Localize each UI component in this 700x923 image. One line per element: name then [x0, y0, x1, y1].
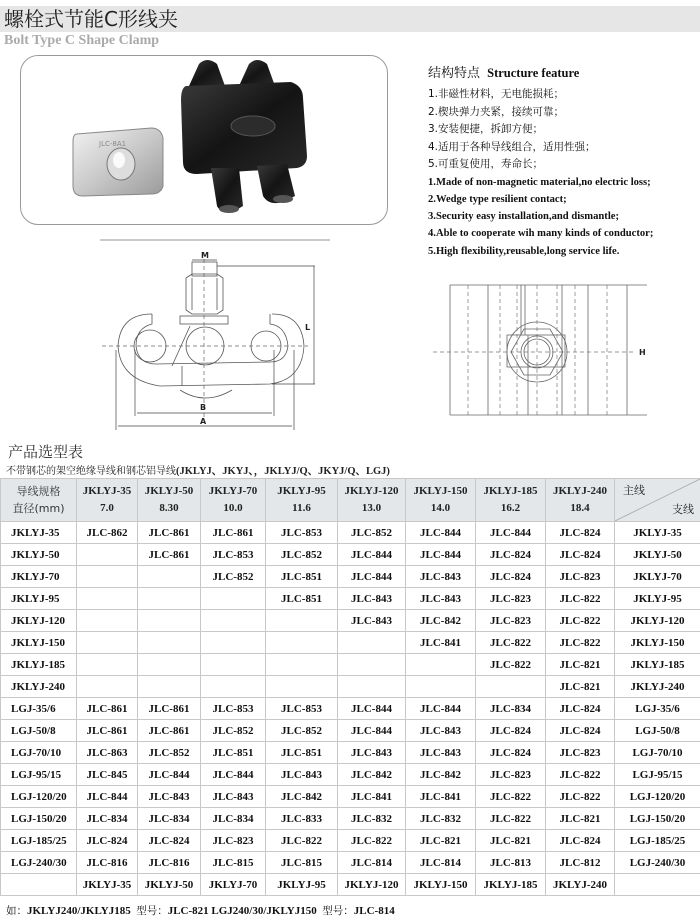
table-cell [77, 544, 138, 566]
column-name: JKLYJ-95 [277, 485, 326, 497]
table-cell: JLC-861 [138, 544, 201, 566]
table-cell: JLC-824 [546, 720, 615, 742]
table-cell: JLC-823 [476, 764, 546, 786]
table-cell [138, 654, 201, 676]
column-name: JKLYJ-50 [144, 485, 194, 497]
table-cell: JLC-814 [338, 852, 406, 874]
table-cell: JLC-844 [338, 544, 406, 566]
row-header: LGJ-70/10 [1, 742, 77, 764]
table-cell: JLC-813 [476, 852, 546, 874]
table-cell: JLC-822 [546, 632, 615, 654]
table-cell: JLC-824 [546, 544, 615, 566]
table-cell: JLC-841 [338, 786, 406, 808]
table-row [1, 764, 700, 786]
table-cell: JLC-853 [266, 522, 338, 544]
note-model-2: JLC-814 [353, 905, 395, 917]
table-row [1, 830, 700, 852]
page-subtitle: Bolt Type C Shape Clamp [4, 33, 160, 48]
row-header-right: JKLYJ-50 [615, 544, 700, 566]
table-cell: JLC-853 [266, 698, 338, 720]
column-name: JKLYJ-185 [483, 485, 538, 497]
table-cell: JLC-822 [546, 786, 615, 808]
table-cell: JLC-832 [338, 808, 406, 830]
table-cell [266, 654, 338, 676]
column-diameter: 13.0 [361, 502, 382, 514]
table-cell [77, 632, 138, 654]
table-cell: JLC-815 [266, 852, 338, 874]
footer-cell: JKLYJ-70 [201, 874, 266, 896]
table-cell: JLC-822 [546, 764, 615, 786]
table-cell: JLC-843 [138, 786, 201, 808]
table-cell: JLC-816 [77, 852, 138, 874]
table-cell: JLC-812 [546, 852, 615, 874]
column-name: JKLYJ-70 [208, 485, 258, 497]
feature-item-cn: 1.非磁性材料，无电能损耗； [428, 88, 565, 100]
table-cell: JLC-863 [77, 742, 138, 764]
table-cell: JLC-843 [201, 786, 266, 808]
table-cell: JLC-832 [406, 808, 476, 830]
row-header: JKLYJ-120 [1, 610, 77, 632]
table-cell: JLC-823 [546, 742, 615, 764]
table-row [1, 544, 700, 566]
table-cell [338, 632, 406, 654]
feature-item-en: 3.Security easy installation,and dismantle; [428, 211, 619, 223]
table-cell: JLC-844 [338, 566, 406, 588]
table-cell: JLC-834 [138, 808, 201, 830]
table-cell [77, 610, 138, 632]
feature-item-en: 4.Able to cooperate wih many kinds of conductor; [428, 228, 654, 240]
table-cell: JLC-821 [546, 808, 615, 830]
column-diameter: 8.30 [159, 502, 179, 514]
note-model-1: JLC-821 LGJ240/30/JKLYJ150 [167, 905, 317, 917]
table-cell: JLC-834 [201, 808, 266, 830]
table-cell [266, 632, 338, 654]
footer-cell: JKLYJ-35 [77, 874, 138, 896]
table-cell: JLC-843 [338, 588, 406, 610]
note-example-1: JKLYJ240/JKLYJ185 [27, 905, 131, 917]
table-cell: JLC-861 [138, 720, 201, 742]
table-row [1, 676, 700, 698]
row-header-right: LGJ-240/30 [615, 852, 700, 874]
subtitle-cn: 不带钢芯的架空绝缘导线和钢芯铝导线 [6, 466, 176, 477]
features-heading [428, 62, 700, 81]
table-cell: JLC-822 [338, 830, 406, 852]
dimension-label-h: H [639, 348, 646, 357]
table-cell: JLC-844 [338, 720, 406, 742]
row-header: JKLYJ-150 [1, 632, 77, 654]
table-cell: JLC-861 [138, 698, 201, 720]
table-row [1, 588, 700, 610]
row-header: LGJ-120/20 [1, 786, 77, 808]
row-header-right: LGJ-120/20 [615, 786, 700, 808]
table-cell: JLC-834 [77, 808, 138, 830]
diagonal-header [615, 479, 700, 522]
page-title: 螺栓式节能C形线夹 [4, 7, 178, 31]
table-cell: JLC-834 [476, 698, 546, 720]
corner-header [1, 479, 77, 522]
column-diameter: 7.0 [100, 502, 114, 514]
column-diameter: 14.0 [430, 502, 451, 514]
note-model-label-1: 型号： [136, 905, 168, 917]
column-header [338, 479, 406, 522]
row-header: JKLYJ-95 [1, 588, 77, 610]
feature-item-cn: 2.楔块弹力夹紧，接续可靠； [428, 105, 565, 118]
column-header [77, 479, 138, 522]
table-cell: JLC-822 [546, 588, 615, 610]
table-cell: JLC-823 [476, 610, 546, 632]
table-cell: JLC-841 [406, 632, 476, 654]
table-cell: JLC-842 [266, 786, 338, 808]
table-cell: JLC-824 [546, 830, 615, 852]
table-cell: JLC-823 [201, 830, 266, 852]
table-cell: JLC-821 [406, 830, 476, 852]
table-cell: JLC-821 [546, 654, 615, 676]
dimension-label-l: L [305, 323, 311, 332]
dimension-label-b: B [200, 403, 207, 412]
table-cell: JLC-861 [77, 698, 138, 720]
table-row [1, 852, 700, 874]
table-cell: JLC-851 [266, 588, 338, 610]
table-cell [77, 588, 138, 610]
row-header-right: JKLYJ-240 [615, 676, 700, 698]
table-cell: JLC-844 [138, 764, 201, 786]
selection-table [0, 478, 700, 896]
table-cell [266, 676, 338, 698]
table-cell: JLC-821 [476, 830, 546, 852]
table-cell: JLC-823 [476, 588, 546, 610]
insulating-cover-image [181, 60, 307, 213]
row-header-right: JKLYJ-95 [615, 588, 700, 610]
table-cell [201, 654, 266, 676]
row-header-right: LGJ-150/20 [615, 808, 700, 830]
column-header [266, 479, 338, 522]
table-cell [201, 610, 266, 632]
dimension-label-a: A [200, 417, 207, 426]
row-header-right: JKLYJ-185 [615, 654, 700, 676]
table-row [1, 742, 700, 764]
table-cell: JLC-862 [77, 522, 138, 544]
column-header [201, 479, 266, 522]
column-header [406, 479, 476, 522]
table-cell: JLC-852 [201, 720, 266, 742]
table-row [1, 566, 700, 588]
empty-cell [615, 874, 700, 896]
table-cell: JLC-844 [476, 522, 546, 544]
note-prefix: 如： [6, 905, 27, 917]
row-header: LGJ-150/20 [1, 808, 77, 830]
note-model-label-2: 型号： [322, 905, 354, 917]
table-cell: JLC-861 [77, 720, 138, 742]
table-row [1, 632, 700, 654]
corner-header-diameter: 直径(mm) [12, 502, 65, 515]
table-cell: JLC-844 [201, 764, 266, 786]
table-cell: JLC-861 [138, 522, 201, 544]
table-row [1, 610, 700, 632]
table-cell: JLC-823 [546, 566, 615, 588]
table-cell [406, 654, 476, 676]
features-heading-cn: 结构特点 [428, 66, 481, 81]
row-header-right: JKLYJ-35 [615, 522, 700, 544]
row-header: JKLYJ-240 [1, 676, 77, 698]
row-header: LGJ-185/25 [1, 830, 77, 852]
row-header-right: JKLYJ-150 [615, 632, 700, 654]
table-cell: JLC-842 [406, 764, 476, 786]
row-header-right: JKLYJ-70 [615, 566, 700, 588]
table-row [1, 786, 700, 808]
table-cell: JLC-852 [338, 522, 406, 544]
table-cell: JLC-852 [266, 544, 338, 566]
table-cell: JLC-843 [338, 610, 406, 632]
table-cell: JLC-851 [266, 742, 338, 764]
front-view-drawing [100, 238, 330, 433]
row-header: LGJ-240/30 [1, 852, 77, 874]
row-header-right: LGJ-50/8 [615, 720, 700, 742]
column-diameter: 16.2 [500, 502, 521, 514]
table-cell [266, 610, 338, 632]
table-cell: JLC-822 [546, 610, 615, 632]
table-cell: JLC-852 [138, 742, 201, 764]
table-header-row [1, 479, 700, 522]
table-cell: JLC-844 [406, 544, 476, 566]
feature-item-cn: 5.可重复使用，寿命长； [428, 158, 544, 170]
column-header [138, 479, 201, 522]
table-cell: JLC-822 [476, 632, 546, 654]
table-cell: JLC-815 [201, 852, 266, 874]
table-cell [138, 610, 201, 632]
table-cell [338, 654, 406, 676]
table-cell: JLC-824 [476, 566, 546, 588]
table-cell: JLC-824 [476, 720, 546, 742]
selection-table-title: 产品选型表 [8, 443, 84, 461]
column-diameter: 10.0 [223, 502, 243, 514]
column-diameter: 18.4 [570, 502, 590, 514]
footer-cell: JKLYJ-95 [266, 874, 338, 896]
row-header: LGJ-35/6 [1, 698, 77, 720]
aluminium-wedge-image [73, 128, 163, 196]
feature-item-cn: 3.安装便捷，拆卸方便； [428, 123, 544, 135]
row-header: JKLYJ-70 [1, 566, 77, 588]
subtitle-codes: (JKLYJ、JKYJ、，JKLYJ/Q、JKYJ/Q、LGJ) [176, 466, 390, 477]
row-header-right: JKLYJ-120 [615, 610, 700, 632]
table-cell [138, 632, 201, 654]
row-header: JKLYJ-50 [1, 544, 77, 566]
table-cell: JLC-824 [546, 698, 615, 720]
column-header [546, 479, 615, 522]
table-cell [338, 676, 406, 698]
structure-features [428, 62, 700, 260]
features-heading-en: Structure feature [487, 66, 580, 80]
table-row [1, 522, 700, 544]
table-cell: JLC-844 [406, 522, 476, 544]
empty-cell [1, 874, 77, 896]
table-cell: JLC-822 [476, 808, 546, 830]
feature-item-en: 5.High flexibility,reusable,long service life. [428, 245, 620, 257]
table-cell [77, 654, 138, 676]
table-cell [201, 632, 266, 654]
table-cell [138, 588, 201, 610]
table-cell [138, 566, 201, 588]
table-cell: JLC-851 [266, 566, 338, 588]
clamp-marking: JLC-8A1 [99, 140, 127, 148]
table-footer-row [1, 874, 700, 896]
branch-line-label: 支线 [672, 503, 694, 516]
table-cell: JLC-844 [338, 698, 406, 720]
main-line-label: 主线 [623, 484, 645, 497]
table-cell: JLC-824 [476, 742, 546, 764]
column-header [476, 479, 546, 522]
table-cell: JLC-824 [138, 830, 201, 852]
table-cell: JLC-841 [406, 786, 476, 808]
table-cell [476, 676, 546, 698]
table-row [1, 654, 700, 676]
row-header: JKLYJ-35 [1, 522, 77, 544]
column-diameter: 11.6 [292, 502, 311, 514]
table-cell [138, 676, 201, 698]
table-cell: JLC-816 [138, 852, 201, 874]
product-photo-frame [20, 55, 388, 225]
table-cell: JLC-843 [266, 764, 338, 786]
table-cell: JLC-833 [266, 808, 338, 830]
footer-cell: JKLYJ-50 [138, 874, 201, 896]
table-cell: JLC-845 [77, 764, 138, 786]
table-cell: JLC-821 [546, 676, 615, 698]
table-cell: JLC-843 [406, 720, 476, 742]
table-cell: JLC-843 [338, 742, 406, 764]
footer-cell: JKLYJ-240 [546, 874, 615, 896]
table-row [1, 698, 700, 720]
table-cell: JLC-853 [201, 698, 266, 720]
table-cell [77, 566, 138, 588]
footer-cell: JKLYJ-185 [476, 874, 546, 896]
table-cell: JLC-853 [201, 544, 266, 566]
table-row [1, 720, 700, 742]
table-cell: JLC-852 [266, 720, 338, 742]
feature-item-en: 1.Made of non-magnetic material,no electric loss; [428, 176, 651, 188]
table-cell [77, 676, 138, 698]
table-cell: JLC-822 [266, 830, 338, 852]
table-cell: JLC-852 [201, 566, 266, 588]
footer-cell: JKLYJ-120 [338, 874, 406, 896]
corner-header-spec: 导线规格 [16, 485, 61, 498]
table-cell: JLC-814 [406, 852, 476, 874]
row-header-right: LGJ-70/10 [615, 742, 700, 764]
table-cell: JLC-851 [201, 742, 266, 764]
table-cell: JLC-824 [77, 830, 138, 852]
row-header: LGJ-95/15 [1, 764, 77, 786]
row-header: LGJ-50/8 [1, 720, 77, 742]
feature-item-en: 2.Wedge type resilient contact; [428, 193, 567, 205]
row-header-right: LGJ-95/15 [615, 764, 700, 786]
example-note [6, 903, 395, 918]
table-cell: JLC-822 [476, 654, 546, 676]
feature-item-cn: 4.适用于各种导线组合，适用性强； [428, 140, 596, 153]
top-view-drawing [425, 275, 660, 425]
table-cell: JLC-842 [338, 764, 406, 786]
row-header-right: LGJ-35/6 [615, 698, 700, 720]
table-cell [201, 588, 266, 610]
column-name: JKLYJ-240 [553, 485, 607, 497]
table-cell: JLC-861 [201, 522, 266, 544]
product-photo [21, 56, 387, 224]
row-header-right: LGJ-185/25 [615, 830, 700, 852]
table-row [1, 808, 700, 830]
dimension-label-m: M [201, 251, 209, 260]
table-cell: JLC-842 [406, 610, 476, 632]
table-cell: JLC-843 [406, 742, 476, 764]
table-cell: JLC-824 [476, 544, 546, 566]
column-name: JKLYJ-120 [344, 485, 399, 497]
table-cell: JLC-844 [406, 698, 476, 720]
table-cell: JLC-822 [476, 786, 546, 808]
table-cell: JLC-844 [77, 786, 138, 808]
column-name: JKLYJ-150 [413, 485, 468, 497]
table-cell [201, 676, 266, 698]
row-header: JKLYJ-185 [1, 654, 77, 676]
table-cell: JLC-843 [406, 566, 476, 588]
table-cell [406, 676, 476, 698]
table-cell: JLC-843 [406, 588, 476, 610]
table-body [1, 522, 700, 896]
column-name: JKLYJ-35 [82, 485, 132, 497]
table-cell: JLC-824 [546, 522, 615, 544]
selection-table-subtitle [6, 462, 390, 478]
footer-cell: JKLYJ-150 [406, 874, 476, 896]
